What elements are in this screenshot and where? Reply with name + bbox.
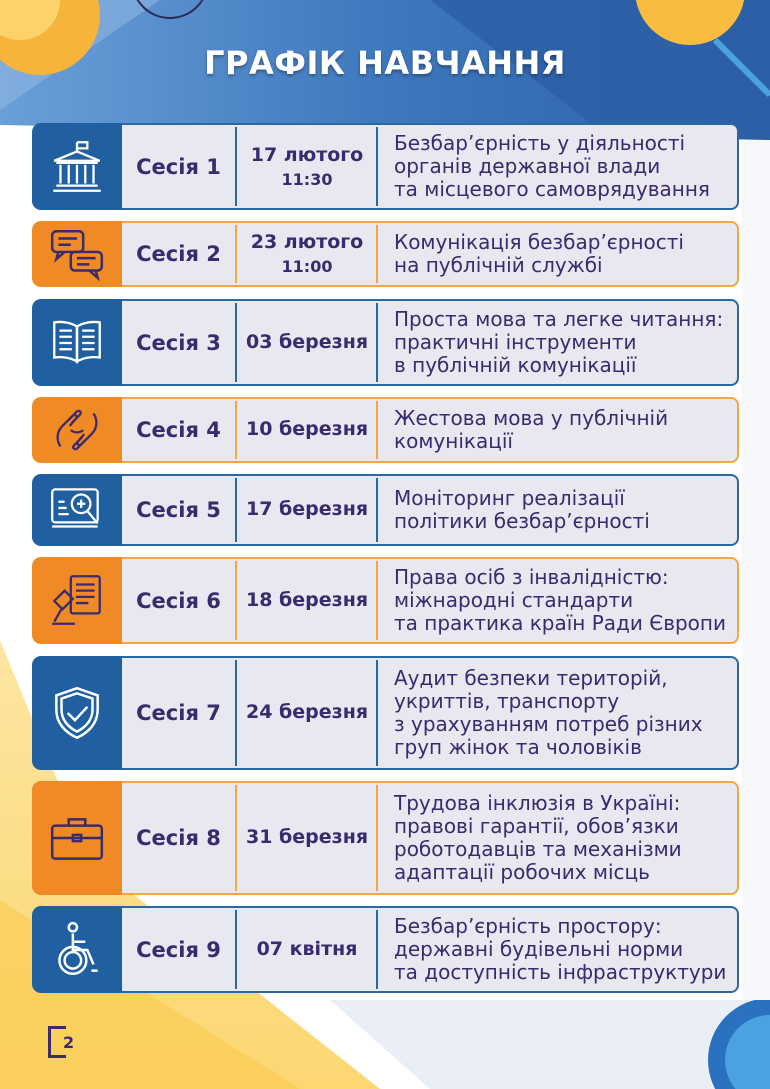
shield-check-icon xyxy=(32,656,122,770)
session-topic: Права осіб з інвалідністю: міжнародні стандарти та практика країн Ради Європи xyxy=(394,565,726,635)
session-date: 17 лютого xyxy=(250,143,364,166)
session-topic: Моніторинг реалізації політики безбар’єрності xyxy=(394,486,650,533)
column-divider xyxy=(376,910,378,989)
session-topic: Безбар’єрність простору: державні будівельні норми та доступність інфраструктури xyxy=(394,914,727,984)
session-date: 10 березня xyxy=(245,418,369,441)
session-row xyxy=(32,474,739,546)
column-divider xyxy=(376,303,378,382)
session-topic: Проста мова та легке читання: практичні інструменти в публічній комунікації xyxy=(394,307,724,377)
chat-bubbles-icon xyxy=(32,221,122,287)
session-label: Сесія 4 xyxy=(136,418,221,442)
briefcase-icon xyxy=(32,781,122,895)
wheelchair-icon xyxy=(32,906,122,993)
session-topic: Комунікація безбар’єрності на публічній службі xyxy=(394,230,684,277)
session-time: 11:30 xyxy=(281,169,333,189)
column-divider xyxy=(376,561,378,640)
session-row xyxy=(32,299,739,386)
session-label: Сесія 8 xyxy=(136,826,221,850)
session-date: 23 лютого xyxy=(250,231,364,254)
session-label: Сесія 3 xyxy=(136,330,221,355)
page-title: ГРАФІК НАВЧАННЯ xyxy=(204,44,566,82)
page-number-marker xyxy=(48,1026,75,1058)
open-book-icon xyxy=(32,299,122,386)
session-date-cell xyxy=(237,299,377,386)
session-row xyxy=(32,781,739,895)
session-label: Сесія 5 xyxy=(136,498,221,522)
session-date-cell xyxy=(237,123,377,210)
session-date: 03 березня xyxy=(245,330,369,353)
monitoring-magnifier-icon xyxy=(32,474,122,546)
column-divider xyxy=(376,478,378,542)
page-number: 2 xyxy=(63,1033,75,1052)
session-label: Сесія 9 xyxy=(136,937,221,962)
session-date-cell xyxy=(237,656,377,770)
session-date-cell xyxy=(237,906,377,993)
session-date: 17 березня xyxy=(245,498,369,521)
session-date-cell xyxy=(237,781,377,895)
column-divider xyxy=(376,401,378,459)
session-date-cell xyxy=(237,474,377,546)
session-topic: Трудова інклюзія в Україні: правові гарантії, обов’язки роботодавців та механізми адаптації робочих місць xyxy=(394,791,682,884)
column-divider xyxy=(376,660,378,766)
session-row xyxy=(32,557,739,644)
session-date: 24 березня xyxy=(245,701,369,724)
session-row xyxy=(32,123,739,210)
session-label: Сесія 6 xyxy=(136,588,221,613)
session-topic: Жестова мова у публічній комунікації xyxy=(394,406,669,453)
column-divider xyxy=(376,225,378,283)
session-time: 11:00 xyxy=(281,257,333,277)
sign-language-hands-icon xyxy=(32,397,122,463)
session-date: 31 березня xyxy=(245,826,369,849)
session-row xyxy=(32,906,739,993)
law-gavel-icon xyxy=(32,557,122,644)
session-row xyxy=(32,397,739,463)
government-building-icon xyxy=(32,123,122,210)
session-label: Сесія 1 xyxy=(136,154,221,179)
session-row xyxy=(32,656,739,770)
column-divider xyxy=(376,127,378,206)
session-topic: Аудит безпеки територій, укриттів, транспорту з урахуванням потреб різних груп жінок та чоловіків xyxy=(394,666,703,759)
session-row xyxy=(32,221,739,287)
session-date-cell xyxy=(237,397,377,463)
session-label: Сесія 7 xyxy=(136,701,221,725)
session-date-cell xyxy=(237,221,377,287)
column-divider xyxy=(376,785,378,891)
session-date: 18 березня xyxy=(245,588,369,611)
session-topic: Безбар’єрність у діяльності органів державної влади та місцевого самоврядування xyxy=(394,131,710,201)
session-date: 07 квітня xyxy=(256,937,358,960)
session-label: Сесія 2 xyxy=(136,242,221,266)
session-date-cell xyxy=(237,557,377,644)
